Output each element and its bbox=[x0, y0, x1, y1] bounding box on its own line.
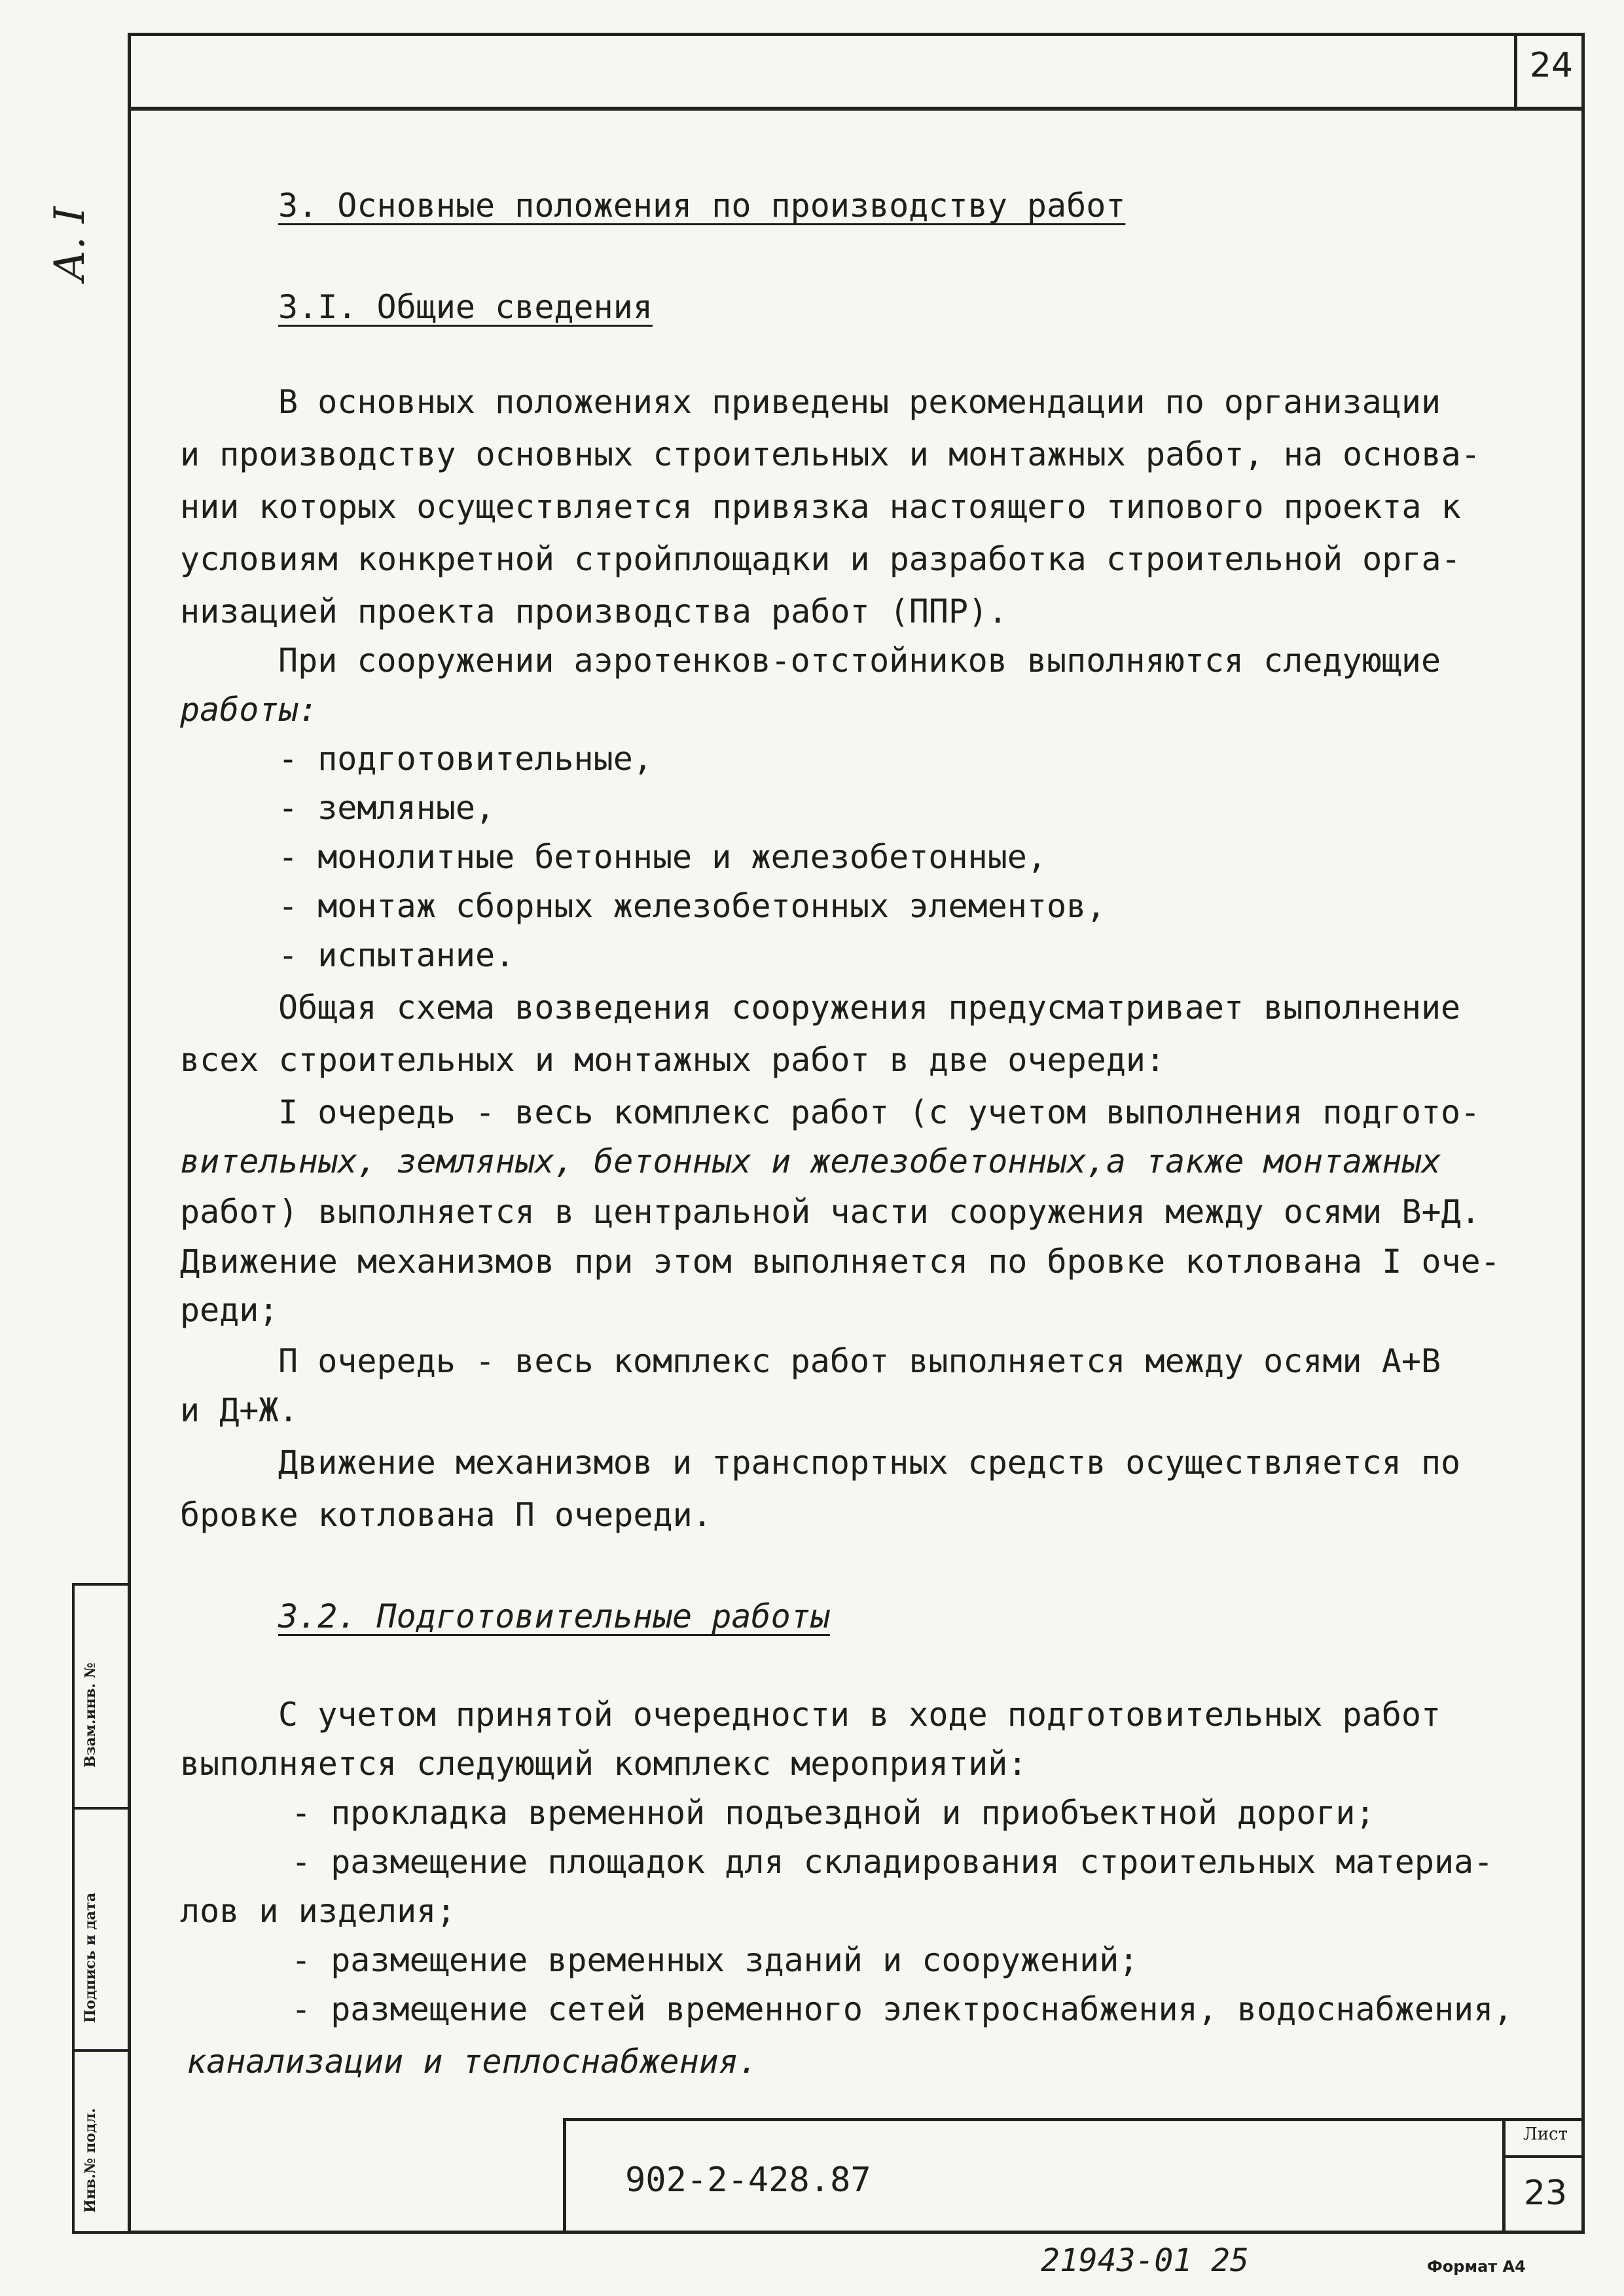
text-line: и производству основных строительных и монтажных работ, на основа- bbox=[180, 435, 1481, 473]
text-line: вительных, земляных, бетонных и железобетонных,а также монтажных bbox=[180, 1142, 1441, 1180]
strip-divider bbox=[72, 1807, 131, 1810]
text-line: П очередь - весь комплекс работ выполняется между осями А+В bbox=[278, 1342, 1441, 1380]
subsection-title-general: 3.I. Общие сведения bbox=[278, 288, 653, 326]
title-block-divider bbox=[1502, 2155, 1585, 2158]
title-block-divider bbox=[1502, 2118, 1506, 2234]
margin-mark: А. I bbox=[46, 206, 94, 282]
sheet-number: 23 bbox=[1523, 2174, 1568, 2213]
text-line: реди; bbox=[180, 1291, 279, 1329]
archive-code: 21943-01 25 bbox=[1041, 2242, 1249, 2279]
document-code: 902-2-428.87 bbox=[625, 2160, 871, 2200]
list-item: - размещение временных зданий и сооружений; bbox=[291, 1941, 1139, 1979]
text-line: Движение механизмов при этом выполняется по бровке котлована I оче- bbox=[180, 1243, 1500, 1281]
text-line: канализации и теплоснабжения. bbox=[187, 2043, 758, 2081]
text-line: В основных положениях приведены рекомендации по организации bbox=[278, 383, 1441, 421]
paper-format: Формат А4 bbox=[1427, 2257, 1526, 2276]
text-line: работ) выполняется в центральной части сооружения между осями В+Д. bbox=[180, 1193, 1481, 1231]
section-title: 3. Основные положения по производству работ bbox=[278, 187, 1126, 225]
strip-label-replaced-inv: Взам.инв. № bbox=[82, 1662, 99, 1768]
subsection-title-preparatory: 3.2. Подготовительные работы bbox=[278, 1597, 830, 1635]
strip-label-signature-date: Подпись и дата bbox=[82, 1892, 99, 2023]
list-item: - размещение площадок для складирования строительных материа- bbox=[291, 1843, 1494, 1881]
list-item: - размещение сетей временного электроснабжения, водоснабжения, bbox=[291, 1990, 1513, 2028]
text-line: низацией проекта производства работ (ППР). bbox=[180, 592, 1008, 630]
page-corner-number: 24 bbox=[1529, 46, 1574, 85]
list-item: - монтаж сборных железобетонных элементов, bbox=[278, 887, 1106, 925]
text-line: всех строительных и монтажных работ в две очереди: bbox=[180, 1041, 1166, 1079]
list-item: - монолитные бетонные и железобетонные, bbox=[278, 838, 1047, 876]
text-line: Общая схема возведения сооружения предусматривает выполнение bbox=[278, 989, 1461, 1027]
text-line: работы: bbox=[180, 691, 318, 729]
list-item: - подготовительные, bbox=[278, 740, 653, 778]
text-line: выполняется следующий комплекс мероприятий: bbox=[180, 1745, 1028, 1783]
list-item: - испытание. bbox=[278, 936, 515, 974]
text-line: С учетом принятой очередности в ходе подготовительных работ bbox=[278, 1696, 1441, 1734]
strip-divider bbox=[72, 2049, 131, 2052]
list-item: - земляные, bbox=[278, 789, 496, 827]
text-line: лов и изделия; bbox=[180, 1892, 456, 1930]
text-line: При сооружении аэротенков-отстойников выполняются следующие bbox=[278, 642, 1441, 680]
text-line: I очередь - весь комплекс работ (с учетом выполнения подгото- bbox=[278, 1093, 1481, 1131]
text-line: нии которых осуществляется привязка настоящего типового проекта к bbox=[180, 488, 1461, 526]
text-line: бровке котлована П очереди. bbox=[180, 1496, 712, 1534]
side-strip bbox=[72, 1583, 131, 2234]
text-line: и Д+Ж. bbox=[180, 1391, 298, 1429]
top-rule bbox=[128, 107, 1585, 111]
sheet-label: Лист bbox=[1523, 2124, 1568, 2144]
list-item: - прокладка временной подъездной и приобъектной дороги; bbox=[291, 1794, 1375, 1832]
strip-label-original-inv: Инв.№ подл. bbox=[82, 2107, 99, 2213]
text-line: условиям конкретной стройплощадки и разработка строительной орга- bbox=[180, 540, 1461, 578]
text-line: Движение механизмов и транспортных средств осуществляется по bbox=[278, 1444, 1461, 1482]
